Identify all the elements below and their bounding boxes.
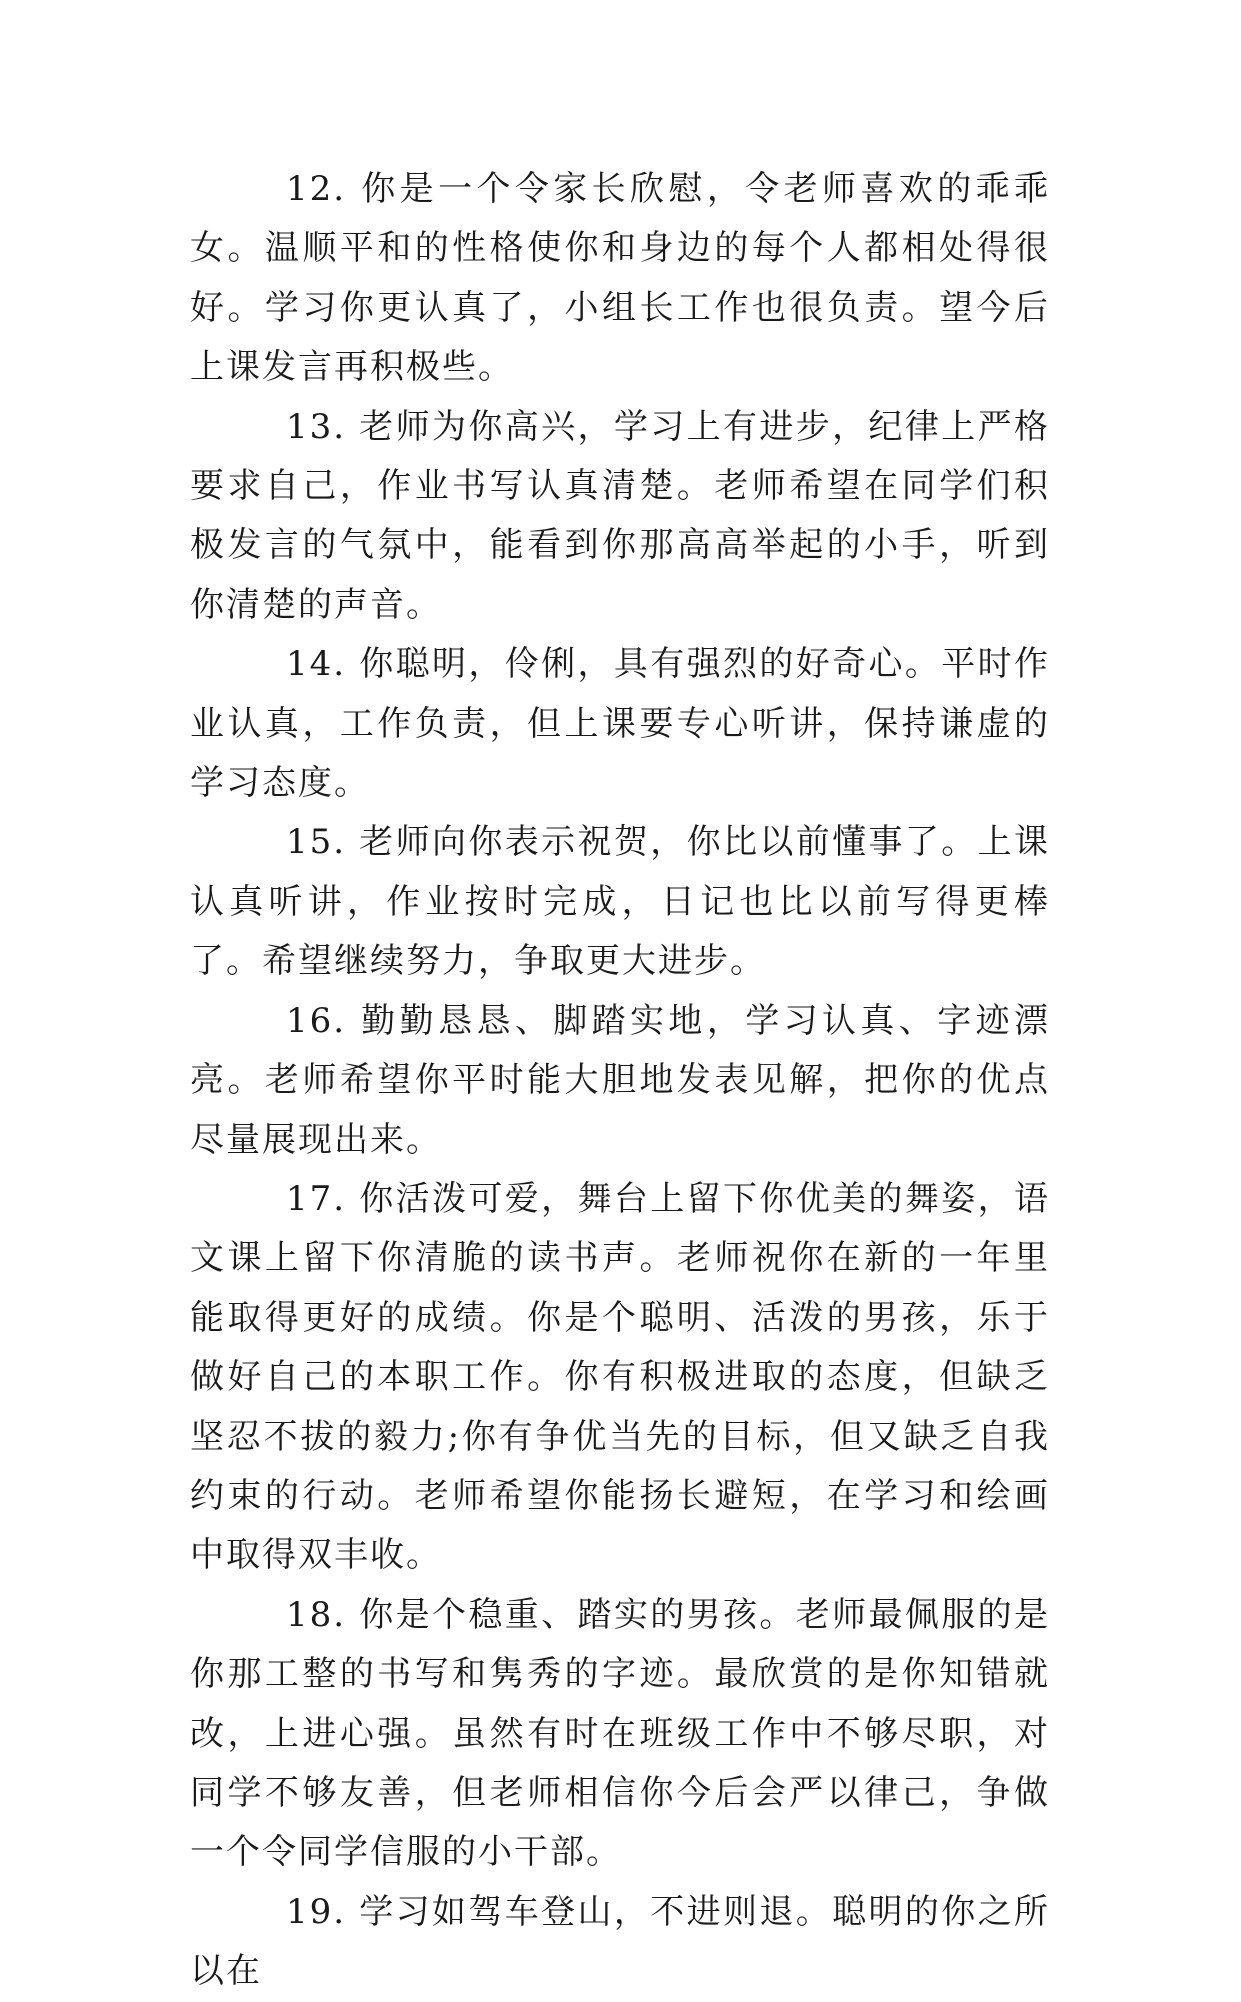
comment-paragraph-14: 14. 你聪明，伶俐，具有强烈的好奇心。平时作业认真，工作负责，但上课要专心听讲，保持谦虚的学习态度。	[190, 644, 1050, 804]
document-body	[190, 160, 1050, 2002]
comment-paragraph-17: 17. 你活泼可爱，舞台上留下你优美的舞姿，语文课上留下你清脆的读书声。老师祝你在新的一年里能取得更好的成绩。你是个聪明、活泼的男孩，乐于做好自己的本职工作。你有积极进取的态度，但缺乏坚忍不拔的毅力;你有争优当先的目标，但又缺乏自我约束的行动。老师希望你能扬长避短，在学习和绘画中取得双丰收。	[190, 1178, 1050, 1576]
comment-paragraph-19: 19. 学习如驾车登山，不进则退。聪明的你之所以在	[190, 1891, 1050, 1992]
comment-paragraph-18: 18. 你是个稳重、踏实的男孩。老师最佩服的是你那工整的书写和隽秀的字迹。最欣赏的是你知错就改，上进心强。虽然有时在班级工作中不够尽职，对同学不够友善，但老师相信你今后会严以律己，争做一个令同学信服的小干部。	[190, 1594, 1050, 1873]
comment-paragraph-12: 12. 你是一个令家长欣慰，令老师喜欢的乖乖女。温顺平和的性格使你和身边的每个人都相处得很好。学习你更认真了，小组长工作也很负责。望今后上课发言再积极些。	[190, 169, 1050, 388]
comment-paragraph-13: 13. 老师为你高兴，学习上有进步，纪律上严格要求自己，作业书写认真清楚。老师希望在同学们积极发言的气氛中，能看到你那高高举起的小手，听到你清楚的声音。	[190, 406, 1050, 625]
comment-paragraph-15: 15. 老师向你表示祝贺，你比以前懂事了。上课认真听讲，作业按时完成，日记也比以前写得更棒了。希望继续努力，争取更大进步。	[190, 822, 1050, 982]
comment-paragraph-16: 16. 勤勤恳恳、脚踏实地，学习认真、字迹漂亮。老师希望你平时能大胆地发表见解，把你的优点尽量展现出来。	[190, 1000, 1050, 1160]
